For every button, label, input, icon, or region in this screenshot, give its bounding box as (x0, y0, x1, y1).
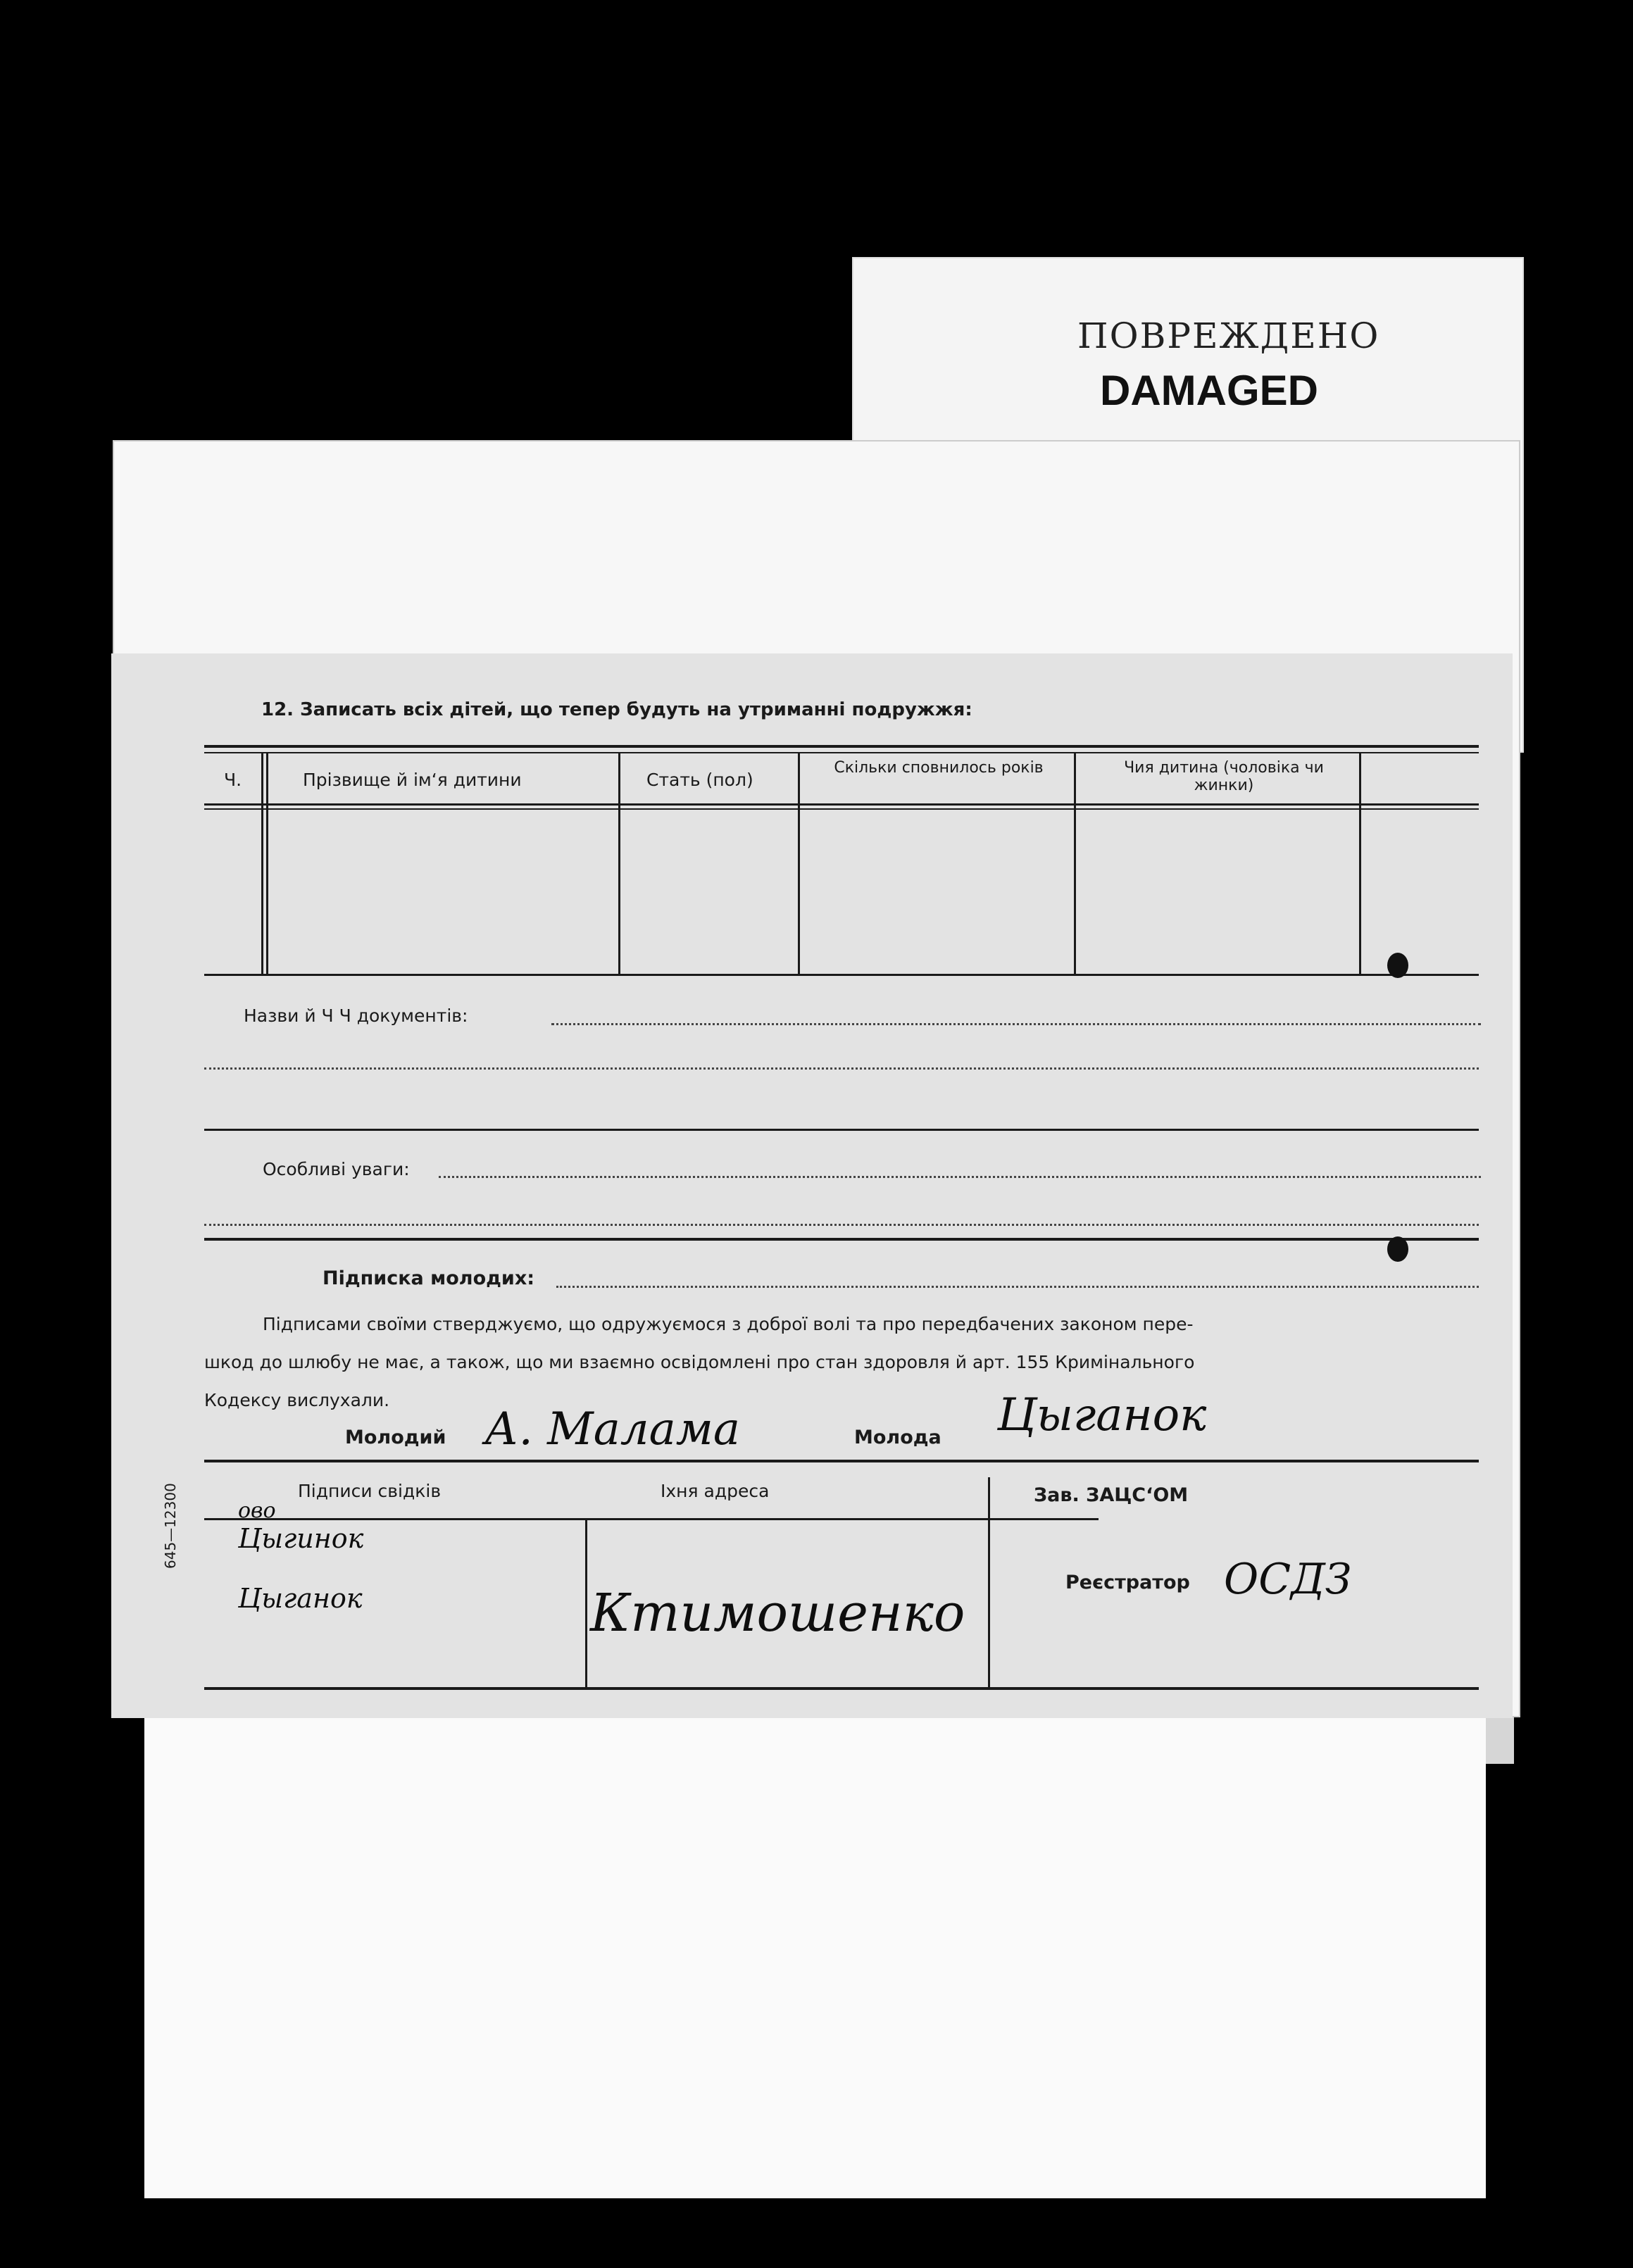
binder-hole (1387, 1236, 1408, 1262)
remarks-label: Особливі уваги: (263, 1159, 410, 1179)
registration-form (111, 653, 1513, 1718)
groom-label: Молодий (345, 1427, 446, 1448)
registrar-label: Реєстратор (1065, 1572, 1190, 1593)
registrar-signature: ОСДЗ (1224, 1555, 1352, 1604)
header-age: Скільки сповнилось років (834, 759, 1044, 777)
bride-label: Молода (854, 1427, 941, 1448)
binder-hole (1387, 953, 1408, 978)
damaged-label-ua: ПОВРЕЖДЕНО (1077, 315, 1380, 356)
header-whose-child: Чия дитина (чоловіка чи жинки) (1124, 759, 1324, 794)
signature-title: Підписка молодих: (323, 1267, 535, 1289)
printer-mark: 645—12300 (162, 1483, 179, 1569)
declaration-line-1: Підписами своїми стверджуємо, що одружуємося з доброї волі та про передбачених законом пере- (263, 1314, 1194, 1334)
section-12-heading: 12. Записать всіх дітей, що тепер будуть на утриманні подружжя: (261, 699, 972, 720)
header-child-name: Прізвище й ім‘я дитини (303, 770, 522, 790)
witnesses-label: Підписи свідків (298, 1481, 442, 1501)
bride-signature: Цыганок (997, 1389, 1207, 1441)
witness-address: Ктимошенко (590, 1583, 965, 1643)
bottom-sheet (144, 1676, 1486, 2198)
witness-note: ово (238, 1498, 276, 1523)
groom-signature: А. Малама (484, 1403, 740, 1455)
header-sex: Стать (пол) (646, 770, 753, 790)
documents-label: Назви й Ч Ч документів: (244, 1005, 468, 1026)
head-label: Зав. ЗАЦС‘ОМ (1034, 1484, 1189, 1506)
address-label: Іхня адреса (661, 1481, 770, 1501)
declaration-line-2: шкод до шлюбу не має, а також, що ми взаємно освідомлені про стан здоровля й арт. 155 Кримінального (204, 1352, 1195, 1372)
witness-signature-1: Цыгинок (238, 1523, 364, 1554)
declaration-line-3: Кодексу вислухали. (204, 1390, 390, 1410)
header-number: Ч. (224, 770, 242, 790)
damaged-label-en: DAMAGED (1100, 367, 1318, 414)
witness-signature-2: Цыганок (238, 1583, 363, 1614)
